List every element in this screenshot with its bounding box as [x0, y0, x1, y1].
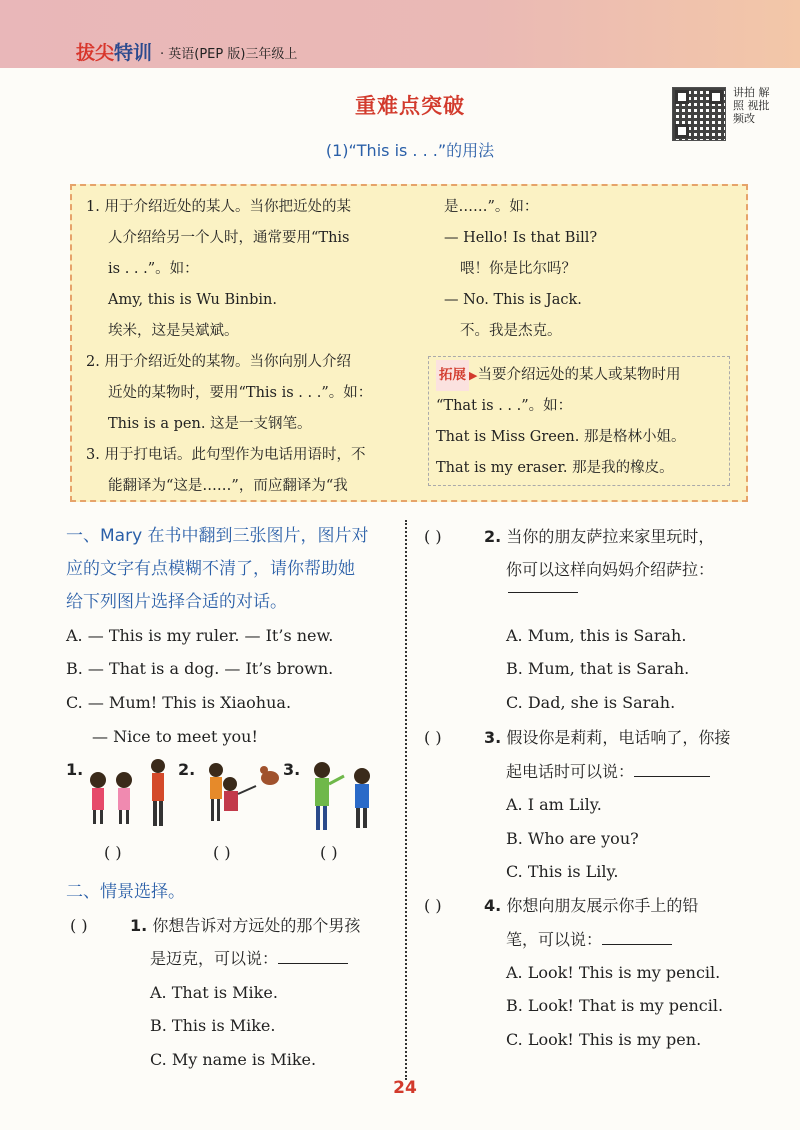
brand-logo	[76, 38, 152, 65]
extension-label: 拓展	[436, 360, 469, 391]
q4-option-a: A. Look! This is my pencil.	[506, 963, 721, 982]
picture-1-label: 1.	[66, 760, 84, 779]
q2-answer-paren[interactable]: ( )	[424, 527, 442, 546]
picture-1-answer[interactable]: ( )	[104, 843, 122, 862]
q3-stem-line2: 起电话时可以说：	[506, 762, 710, 782]
tip-3: 3. 用于打电话。此句型作为电话用语时，不 能翻译为“这是……”，而应翻译为“我	[86, 447, 366, 494]
book-subtitle: · 英语(PEP 版)三年级上	[160, 47, 298, 62]
part1-option-a: A. — This is my ruler. — It’s new.	[66, 626, 334, 645]
q2-option-a: A. Mum, this is Sarah.	[506, 626, 687, 645]
part2-heading: 二、情景选择。	[66, 882, 185, 902]
page-header	[0, 0, 800, 68]
section-subtitle: (1)“This is . . .”的用法	[325, 141, 495, 160]
picture-2-dog-illustration	[196, 758, 286, 832]
picture-3-answer[interactable]: ( )	[320, 843, 338, 862]
q1-answer-paren[interactable]: ( )	[70, 916, 88, 935]
q4-blank[interactable]	[602, 944, 672, 945]
q1-stem-line1: 1. 你想告诉对方远处的那个男孩	[130, 916, 361, 935]
q1-option-b: B. This is Mike.	[150, 1016, 276, 1035]
q2-stem-line2: 你可以这样向妈妈介绍萨拉：	[506, 560, 715, 579]
q2-blank[interactable]	[508, 592, 578, 593]
part1-option-b: B. — That is a dog. — It’s brown.	[66, 659, 334, 678]
picture-2-answer[interactable]: ( )	[213, 843, 231, 862]
picture-3-label: 3.	[283, 760, 301, 779]
tip-2: 2. 用于介绍近处的某物。当你向别人介绍 近处的某物时，要用“This is . . .”。如： This is a pen. 这是一支钢笔。	[86, 354, 373, 432]
q2-stem-line1: 2. 当你的朋友萨拉来家里玩时，	[484, 527, 715, 546]
q4-stem-line2: 笔，可以说：	[506, 930, 672, 950]
tip-3-continued: 是……”。如： — Hello! Is that Bill? 喂！你是比尔吗？ — No. This is Jack. 不。我是杰克。	[444, 199, 598, 339]
q1-stem-line2: 是迈克，可以说：	[150, 949, 348, 969]
section-title: 重难点突破	[355, 94, 465, 118]
q3-answer-paren[interactable]: ( )	[424, 728, 442, 747]
q2-option-b: B. Mum, that is Sarah.	[506, 659, 690, 678]
extension-text: 拓展 ▶当要介绍远处的某人或某物时用 “That is . . .”。如： That is Miss Green. 那是格林小姐。 That is my eraser. 那是我的橡皮。	[436, 360, 686, 484]
q3-option-c: C. This is Lily.	[506, 862, 619, 881]
part1-heading: 一、Mary 在书中翻到三张图片，图片对 应的文字有点模糊不清了，请你帮助她 给下列图片选择合适的对话。	[66, 526, 369, 612]
q4-option-b: B. Look! That is my pencil.	[506, 996, 724, 1015]
q4-stem-line1: 4. 你想向朋友展示你手上的铅	[484, 896, 699, 915]
q1-blank[interactable]	[278, 963, 348, 964]
q2-option-c: C. Dad, she is Sarah.	[506, 693, 676, 712]
tip-1: 1. 用于介绍近处的某人。当你把近处的某 人介绍给另一个人时，通常要用“This is . . .”。如： Amy, this is Wu Binbin. 埃米，这是吴斌斌。	[86, 199, 351, 339]
part1-option-c-reply: — Nice to meet you!	[92, 727, 258, 746]
brand-blue-text: 特训	[114, 42, 153, 64]
q4-answer-paren[interactable]: ( )	[424, 896, 442, 915]
page-number: 24	[393, 1078, 417, 1098]
q4-option-c: C. Look! This is my pen.	[506, 1030, 702, 1049]
q1-option-a: A. That is Mike.	[150, 983, 278, 1002]
picture-1-kids-illustration	[84, 758, 174, 832]
q3-option-b: B. Who are you?	[506, 829, 639, 848]
picture-3-two-boys-illustration	[300, 758, 390, 832]
qr-label: 讲拍 解照 视批 频改	[733, 86, 770, 125]
part1-option-c: C. — Mum! This is Xiaohua.	[66, 693, 292, 712]
q3-option-a: A. I am Lily.	[506, 795, 602, 814]
q3-stem-line1: 3. 假设你是莉莉，电话响了，你接	[484, 728, 731, 747]
brand-red-text: 拔尖	[76, 42, 115, 64]
qr-code-icon[interactable]	[672, 87, 726, 141]
picture-2-label: 2.	[178, 760, 196, 779]
column-divider	[405, 520, 407, 1080]
q1-option-c: C. My name is Mike.	[150, 1050, 317, 1069]
q3-blank[interactable]	[634, 776, 710, 777]
